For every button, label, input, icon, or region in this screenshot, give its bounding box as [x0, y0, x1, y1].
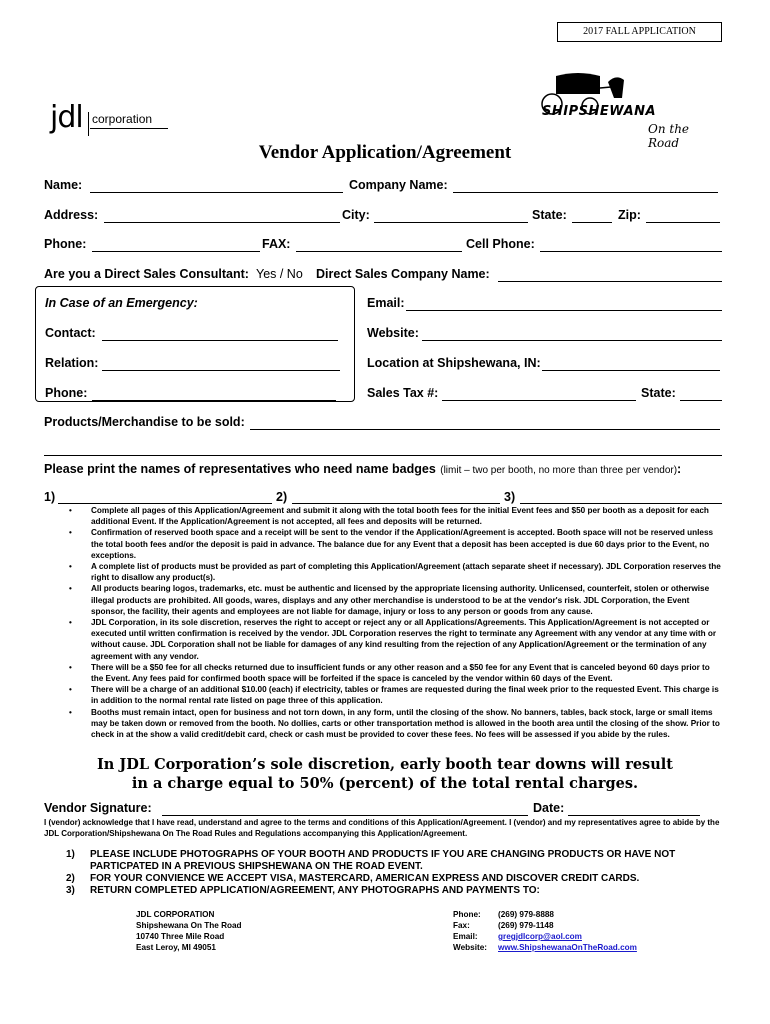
term-item: [69, 707, 724, 741]
date-field[interactable]: [568, 815, 700, 816]
instruction-item: [66, 885, 706, 897]
instruction-item: [66, 849, 706, 873]
website-label: Website:: [367, 326, 419, 340]
instruction-number: 3): [66, 885, 75, 896]
phone-field[interactable]: [92, 251, 260, 252]
vendor-signature-label: Vendor Signature:: [44, 801, 152, 815]
emergency-contact-label: Contact:: [45, 326, 96, 340]
reps-colon: :: [677, 462, 682, 476]
contact-phone-label: Phone:: [453, 910, 481, 919]
terms-list: [69, 505, 724, 740]
address-line-1: JDL CORPORATION: [136, 910, 215, 919]
products-label: Products/Merchandise to be sold:: [44, 415, 245, 429]
jdl-logo-subtitle: corporation: [92, 112, 153, 126]
acknowledge-text: I (vendor) acknowledge that I have read, understand and agree to the terms and conditions of this Application/Agreement. I (vendor) and my representatives agree to abide by the JDL Corporation/Shipshewana On The Road Rules and Regulations accompanying this Application/Agreement.: [44, 818, 720, 838]
emergency-relation-label: Relation:: [45, 356, 99, 370]
company-name-field[interactable]: [453, 192, 718, 193]
address-field[interactable]: [104, 222, 340, 223]
address-line-3: 10740 Three Mile Road: [136, 932, 225, 941]
contact-email-link[interactable]: gregjdlcorp@aol.com: [498, 932, 582, 941]
city-field[interactable]: [374, 222, 528, 223]
address-label: Address:: [44, 208, 99, 222]
state-label: State:: [532, 208, 567, 222]
contact-website-link[interactable]: www.ShipshewanaOnTheRoad.com: [498, 943, 637, 952]
instruction-text: FOR YOUR CONVIENCE WE ACCEPT VISA, MASTERCARD, AMERICAN EXPRESS AND DISCOVER CREDIT CARDS.: [90, 873, 640, 884]
direct-sales-question: Are you a Direct Sales Consultant:: [44, 267, 249, 281]
term-item: [69, 527, 724, 561]
contact-fax-label: Fax:: [453, 921, 470, 930]
address-line-4: East Leroy, MI 49051: [136, 943, 216, 952]
term-item: [69, 684, 724, 706]
reps-heading-row: [44, 460, 681, 478]
rep3-field[interactable]: [520, 503, 722, 504]
zip-label: Zip:: [618, 208, 641, 222]
emergency-title: In Case of an Emergency:: [45, 296, 198, 310]
bullet-icon: •: [69, 618, 72, 628]
contact-row-website: [453, 942, 637, 953]
term-text: All products bearing logos, trademarks, etc. must be authentic and licensed by the appropriate licensing authority. Unlicensed, counterfeit, stolen or otherwise illegal products are prohibited. All goods, wares, displays and any other merchandise is understood to be at the vendor's risk. JDL Corporation, the Event sponsor, the facility, their agents and employees are not liable for damage, injury or loss to any person or goods from any cause.: [91, 584, 710, 616]
rep1-label: 1): [44, 490, 56, 504]
emergency-phone-field[interactable]: [92, 400, 336, 401]
emergency-phone-label: Phone:: [45, 386, 88, 400]
direct-sales-company-label: Direct Sales Company Name:: [316, 267, 490, 281]
direct-sales-options[interactable]: Yes / No: [256, 267, 303, 281]
name-field[interactable]: [90, 192, 343, 193]
contact-row-email: [453, 931, 637, 942]
term-text: There will be a $50 fee for all checks returned due to insufficient funds or any other reason and a $50 fee for any Event that is canceled beyond 60 days prior to the Event. Any fees paid for confirmed booth space will be forfeited if the space is canceled by the vendor within 60 days of the Event.: [91, 662, 710, 684]
website-field[interactable]: [422, 340, 722, 341]
term-text: Booths must remain intact, open for business and not torn down, in any form, until the closing of the show. No banners, tables, back stock, large or small items may be taken down or removed from the booth. No dollies, carts or other transportation method is allowed in the booth area until the closing of the show. Prior to check in at the show a valid credit/debit card, check or cash must be provided to cover these fees. No fees will be assessed if you abide by the rules.: [91, 707, 720, 740]
bullet-icon: •: [69, 685, 72, 695]
cell-phone-field[interactable]: [540, 251, 722, 252]
contact-fax-value: (269) 979-1148: [498, 921, 554, 930]
bullet-icon: •: [69, 506, 72, 515]
emergency-contact-field[interactable]: [102, 340, 338, 341]
sales-tax-label: Sales Tax #:: [367, 386, 439, 400]
contact-email-label: Email:: [453, 932, 478, 941]
reps-note: (limit – two per booth, no more than three per vendor): [440, 465, 678, 476]
shipshewana-tagline: On the Road: [648, 122, 690, 150]
jdl-logo-underline: [90, 128, 168, 129]
bullet-icon: •: [69, 707, 72, 717]
products-field[interactable]: [250, 429, 720, 430]
state-field[interactable]: [572, 222, 612, 223]
page-title: Vendor Application/Agreement: [258, 142, 512, 163]
bullet-icon: •: [69, 562, 72, 572]
contact-row-phone: [453, 909, 637, 920]
sales-tax-field[interactable]: [442, 400, 636, 401]
jdl-logo: [50, 100, 170, 140]
jdl-logo-divider: [88, 112, 89, 136]
instruction-item: [66, 873, 706, 885]
fax-field[interactable]: [296, 251, 462, 252]
date-label: Date:: [533, 801, 565, 815]
name-label: Name:: [44, 178, 83, 192]
instruction-number: 2): [66, 873, 75, 884]
term-item: [69, 617, 724, 662]
vendor-signature-field[interactable]: [162, 815, 528, 816]
instructions-list: [66, 849, 706, 897]
email-field[interactable]: [406, 310, 722, 311]
fax-label: FAX:: [262, 237, 291, 251]
tear-down-notice: In JDL Corporation’s sole discretion, early booth tear downs will result in a charge equal to 50% (percent) of the total rental charges.: [97, 756, 673, 792]
emergency-relation-field[interactable]: [102, 370, 340, 371]
contact-row-fax: [453, 920, 637, 931]
term-text: A complete list of products must be provided as part of completing this Application/Agreement (attach separate sheet if necessary). JDL Corporation reserves the right to disallow any product(s).: [91, 562, 721, 583]
rep3-label: 3): [504, 490, 516, 504]
email-label: Email:: [367, 296, 405, 310]
shipshewana-logo-text: SHIPSHEWANA: [542, 104, 657, 119]
city-label: City:: [342, 208, 370, 222]
term-item: [69, 662, 724, 684]
shipshewana-logo: [538, 68, 718, 150]
jdl-logo-text: jdl: [50, 100, 83, 135]
term-text: Confirmation of reserved booth space and a receipt will be sent to the vendor if the Application/Agreement is accepted. Booth space will not be reserved unless the total booth fees and/or the deposit is paid in advance. The balance due for any Event that a deposit has been accepted is due 60 days prior to the Event, no exceptions.: [91, 528, 714, 560]
contact-website-label: Website:: [453, 943, 487, 952]
address-line-2: Shipshewana On The Road: [136, 921, 242, 930]
rep1-field[interactable]: [58, 503, 272, 504]
company-name-label: Company Name:: [349, 178, 448, 192]
instruction-text: PLEASE INCLUDE PHOTOGRAPHS OF YOUR BOOTH AND PRODUCTS IF YOU ARE CHANGING PRODUCTS OR HAVE NOT PARTICPATED IN A PREVIOUS SHIPSHEWANA ON THE ROAD EVENT.: [90, 849, 676, 872]
rep2-label: 2): [276, 490, 288, 504]
contact-phone-value: (269) 979-8888: [498, 910, 554, 919]
products-field-line2[interactable]: [44, 455, 722, 456]
rep2-field[interactable]: [292, 503, 500, 504]
bullet-icon: •: [69, 662, 72, 672]
phone-label: Phone:: [44, 237, 87, 251]
location-field[interactable]: [542, 370, 720, 371]
bullet-icon: •: [69, 584, 72, 594]
term-item: [69, 561, 724, 583]
badge-text: 2017 FALL APPLICATION: [583, 26, 696, 37]
term-text: JDL Corporation, in its sole discretion, reserves the right to accept or reject any or all Applications/Agreements. This Application/Agreement is not accepted or executed until written confirmation is received by the vendor. JDL Corporation reserves the right to terminate any Agreement with any vendor at any time with or without cause. JDL Corporation shall not be liable for damages of any kind resulting from the rejection of any Application/Agreement or the termination of any agreement with any vendor.: [91, 618, 717, 661]
instruction-number: 1): [66, 849, 75, 860]
instruction-text: RETURN COMPLETED APPLICATION/AGREEMENT, ANY PHOTOGRAPHS AND PAYMENTS TO:: [90, 885, 540, 896]
direct-sales-company-field[interactable]: [498, 281, 722, 282]
bullet-icon: •: [69, 528, 72, 538]
application-badge: [557, 22, 722, 42]
term-text: Complete all pages of this Application/Agreement and submit it along with the total booth fees for the initial Event fees and $50 per booth as a deposit for each additional Event. If the Application/Agreement is not accepted, all fees and deposits will be returned.: [91, 506, 709, 527]
contact-block: [453, 909, 637, 953]
cell-phone-label: Cell Phone:: [466, 237, 535, 251]
reps-heading: Please print the names of representatives who need name badges: [44, 462, 436, 476]
term-item: [69, 505, 724, 527]
term-text: There will be a charge of an additional $10.00 (each) if electricity, tables or frames are requested during the final week prior to the requested Event. This charge is in addition to the normal rental rate listed on page three of this application.: [91, 685, 719, 706]
state2-label: State:: [641, 386, 676, 400]
zip-field[interactable]: [646, 222, 720, 223]
mailing-address: [136, 909, 242, 953]
location-label: Location at Shipshewana, IN:: [367, 356, 541, 370]
term-item: [69, 583, 724, 617]
state2-field[interactable]: [680, 400, 722, 401]
